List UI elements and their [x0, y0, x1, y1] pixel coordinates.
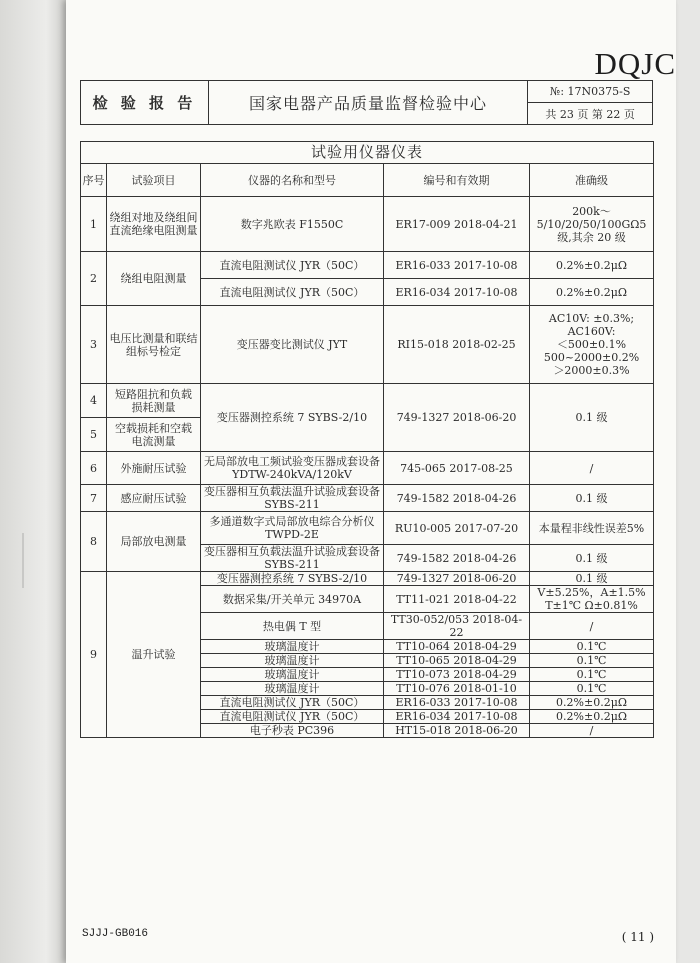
instrument-name: 直流电阻测试仪 JYR（50C）: [201, 252, 384, 279]
instrument-code: RU10-005 2017-07-20: [384, 512, 530, 545]
row-number: 6: [81, 452, 107, 485]
instrument-code: ER17-009 2018-04-21: [384, 197, 530, 252]
instrument-accuracy: 0.1 级: [530, 485, 654, 512]
table-row: [81, 485, 654, 512]
instrument-accuracy: 0.1 级: [530, 384, 654, 452]
table-row: [81, 452, 654, 485]
table-row: [81, 306, 654, 384]
row-number: 1: [81, 197, 107, 252]
instrument-code: 749-1582 2018-04-26: [384, 545, 530, 572]
table-row: [81, 197, 654, 252]
instrument-code: 745-065 2017-08-25: [384, 452, 530, 485]
row-number: 8: [81, 512, 107, 572]
instrument-accuracy: 0.2%±0.2μΩ: [530, 279, 654, 306]
instrument-name: 直流电阻测试仪 JYR（50C）: [201, 710, 384, 724]
test-item: 电压比测量和联结组标号检定: [107, 306, 201, 384]
instrument-code: ER16-034 2017-10-08: [384, 279, 530, 306]
row-number: 2: [81, 252, 107, 306]
instrument-name: 变压器变比测试仪 JYT: [201, 306, 384, 384]
instrument-code: TT10-064 2018-04-29: [384, 640, 530, 654]
row-number: 9: [81, 572, 107, 738]
instrument-name: 玻璃温度计: [201, 654, 384, 668]
instrument-name: 玻璃温度计: [201, 682, 384, 696]
page-number: ( 11 ): [621, 930, 654, 944]
table-row: [81, 384, 654, 452]
col-header-no: 序号: [81, 164, 107, 197]
table-row: [81, 252, 654, 279]
instrument-name: 多通道数字式局部放电综合分析仪 TWPD-2E: [201, 512, 384, 545]
row-number-4: 4: [81, 384, 106, 418]
instrument-name: 直流电阻测试仪 JYR（50C）: [201, 279, 384, 306]
instrument-name: 无局部放电工频试验变压器成套设备 YDTW-240kVA/120kV: [201, 452, 384, 485]
instrument-accuracy: /: [530, 724, 654, 738]
instrument-accuracy: /: [530, 613, 654, 640]
instrument-code: 749-1327 2018-06-20: [384, 572, 530, 586]
col-header-item: 试验项目: [107, 164, 201, 197]
report-number: №: 17N0375-S: [528, 81, 653, 103]
instrument-accuracy: 0.1℃: [530, 654, 654, 668]
row-number: [81, 384, 107, 452]
instrument-accuracy: 0.2%±0.2μΩ: [530, 710, 654, 724]
form-number: SJJJ-GB016: [82, 928, 149, 940]
instrument-code: ER16-033 2017-10-08: [384, 696, 530, 710]
col-header-code: 编号和有效期: [384, 164, 530, 197]
instrument-name: 变压器测控系统 7 SYBS-2/10: [201, 572, 384, 586]
test-item: 绕组对地及绕组间直流绝缘电阻测量: [107, 197, 201, 252]
instrument-accuracy: 0.1 级: [530, 572, 654, 586]
page-info: 共 23 页 第 22 页: [528, 103, 653, 125]
instrument-name: 变压器相互负载法温升试验成套设备 SYBS-211: [201, 545, 384, 572]
instrument-code: 749-1327 2018-06-20: [384, 384, 530, 452]
col-header-instrument: 仪器的名称和型号: [201, 164, 384, 197]
instrument-accuracy: 0.1℃: [530, 668, 654, 682]
table-row: [81, 512, 654, 545]
test-item: 外施耐压试验: [107, 452, 201, 485]
table-row: [81, 572, 654, 586]
report-header: [80, 80, 653, 125]
test-item: 局部放电测量: [107, 512, 201, 572]
instrument-accuracy: 0.2%±0.2μΩ: [530, 252, 654, 279]
instrument-accuracy: 200k～5/10/20/50/100GΩ5级,其余 20 级: [530, 197, 654, 252]
instrument-table: [80, 141, 654, 738]
test-item: 温升试验: [107, 572, 201, 738]
instrument-accuracy: /: [530, 452, 654, 485]
instrument-code: TT10-065 2018-04-29: [384, 654, 530, 668]
instrument-accuracy: 0.2%±0.2μΩ: [530, 696, 654, 710]
instrument-code: RI15-018 2018-02-25: [384, 306, 530, 384]
row-number: 3: [81, 306, 107, 384]
instrument-code: TT10-076 2018-01-10: [384, 682, 530, 696]
instrument-accuracy: 0.1℃: [530, 682, 654, 696]
instrument-code: ER16-034 2017-10-08: [384, 710, 530, 724]
instrument-code: TT10-073 2018-04-29: [384, 668, 530, 682]
test-item: 感应耐压试验: [107, 485, 201, 512]
test-item: 绕组电阻测量: [107, 252, 201, 306]
instrument-name: 变压器相互负载法温升试验成套设备 SYBS-211: [201, 485, 384, 512]
instrument-name: 数据采集/开关单元 34970A: [201, 586, 384, 613]
brand-logo: DQJC: [594, 46, 676, 81]
instrument-code: TT30-052/053 2018-04-22: [384, 613, 530, 640]
binding-mark: [0, 533, 24, 588]
instrument-accuracy: AC10V: ±0.3%; AC160V: ＜500±0.1% 500~2000±0.2% ＞2000±0.3%: [530, 306, 654, 384]
instrument-accuracy: 0.1℃: [530, 640, 654, 654]
instrument-code: ER16-033 2017-10-08: [384, 252, 530, 279]
binding-strip: [0, 0, 66, 963]
instrument-name: 电子秒表 PC396: [201, 724, 384, 738]
table-title: 试验用仪器仪表: [81, 142, 654, 164]
instrument-code: 749-1582 2018-04-26: [384, 485, 530, 512]
test-item-5: 空载损耗和空载电流测量: [115, 421, 192, 448]
instrument-name: 玻璃温度计: [201, 668, 384, 682]
row-number: 7: [81, 485, 107, 512]
instrument-code: HT15-018 2018-06-20: [384, 724, 530, 738]
instrument-name: 直流电阻测试仪 JYR（50C）: [201, 696, 384, 710]
instrument-name: 变压器测控系统 7 SYBS-2/10: [201, 384, 384, 452]
test-item-4: 短路阻抗和负载损耗测量: [107, 384, 200, 418]
instrument-accuracy: 本量程非线性误差5%: [530, 512, 654, 545]
col-header-accuracy: 准确级: [530, 164, 654, 197]
report-label: 检 验 报 告: [81, 81, 209, 125]
instrument-name: 热电偶 T 型: [201, 613, 384, 640]
center-name: 国家电器产品质量监督检验中心: [208, 81, 528, 125]
instrument-code: TT11-021 2018-04-22: [384, 586, 530, 613]
instrument-accuracy: V±5.25%，A±1.5% T±1℃ Ω±0.81%: [530, 586, 654, 613]
instrument-name: 玻璃温度计: [201, 640, 384, 654]
test-item: [107, 384, 201, 452]
row-number-5: 5: [90, 428, 97, 441]
instrument-name: 数字兆欧表 F1550C: [201, 197, 384, 252]
instrument-accuracy: 0.1 级: [530, 545, 654, 572]
